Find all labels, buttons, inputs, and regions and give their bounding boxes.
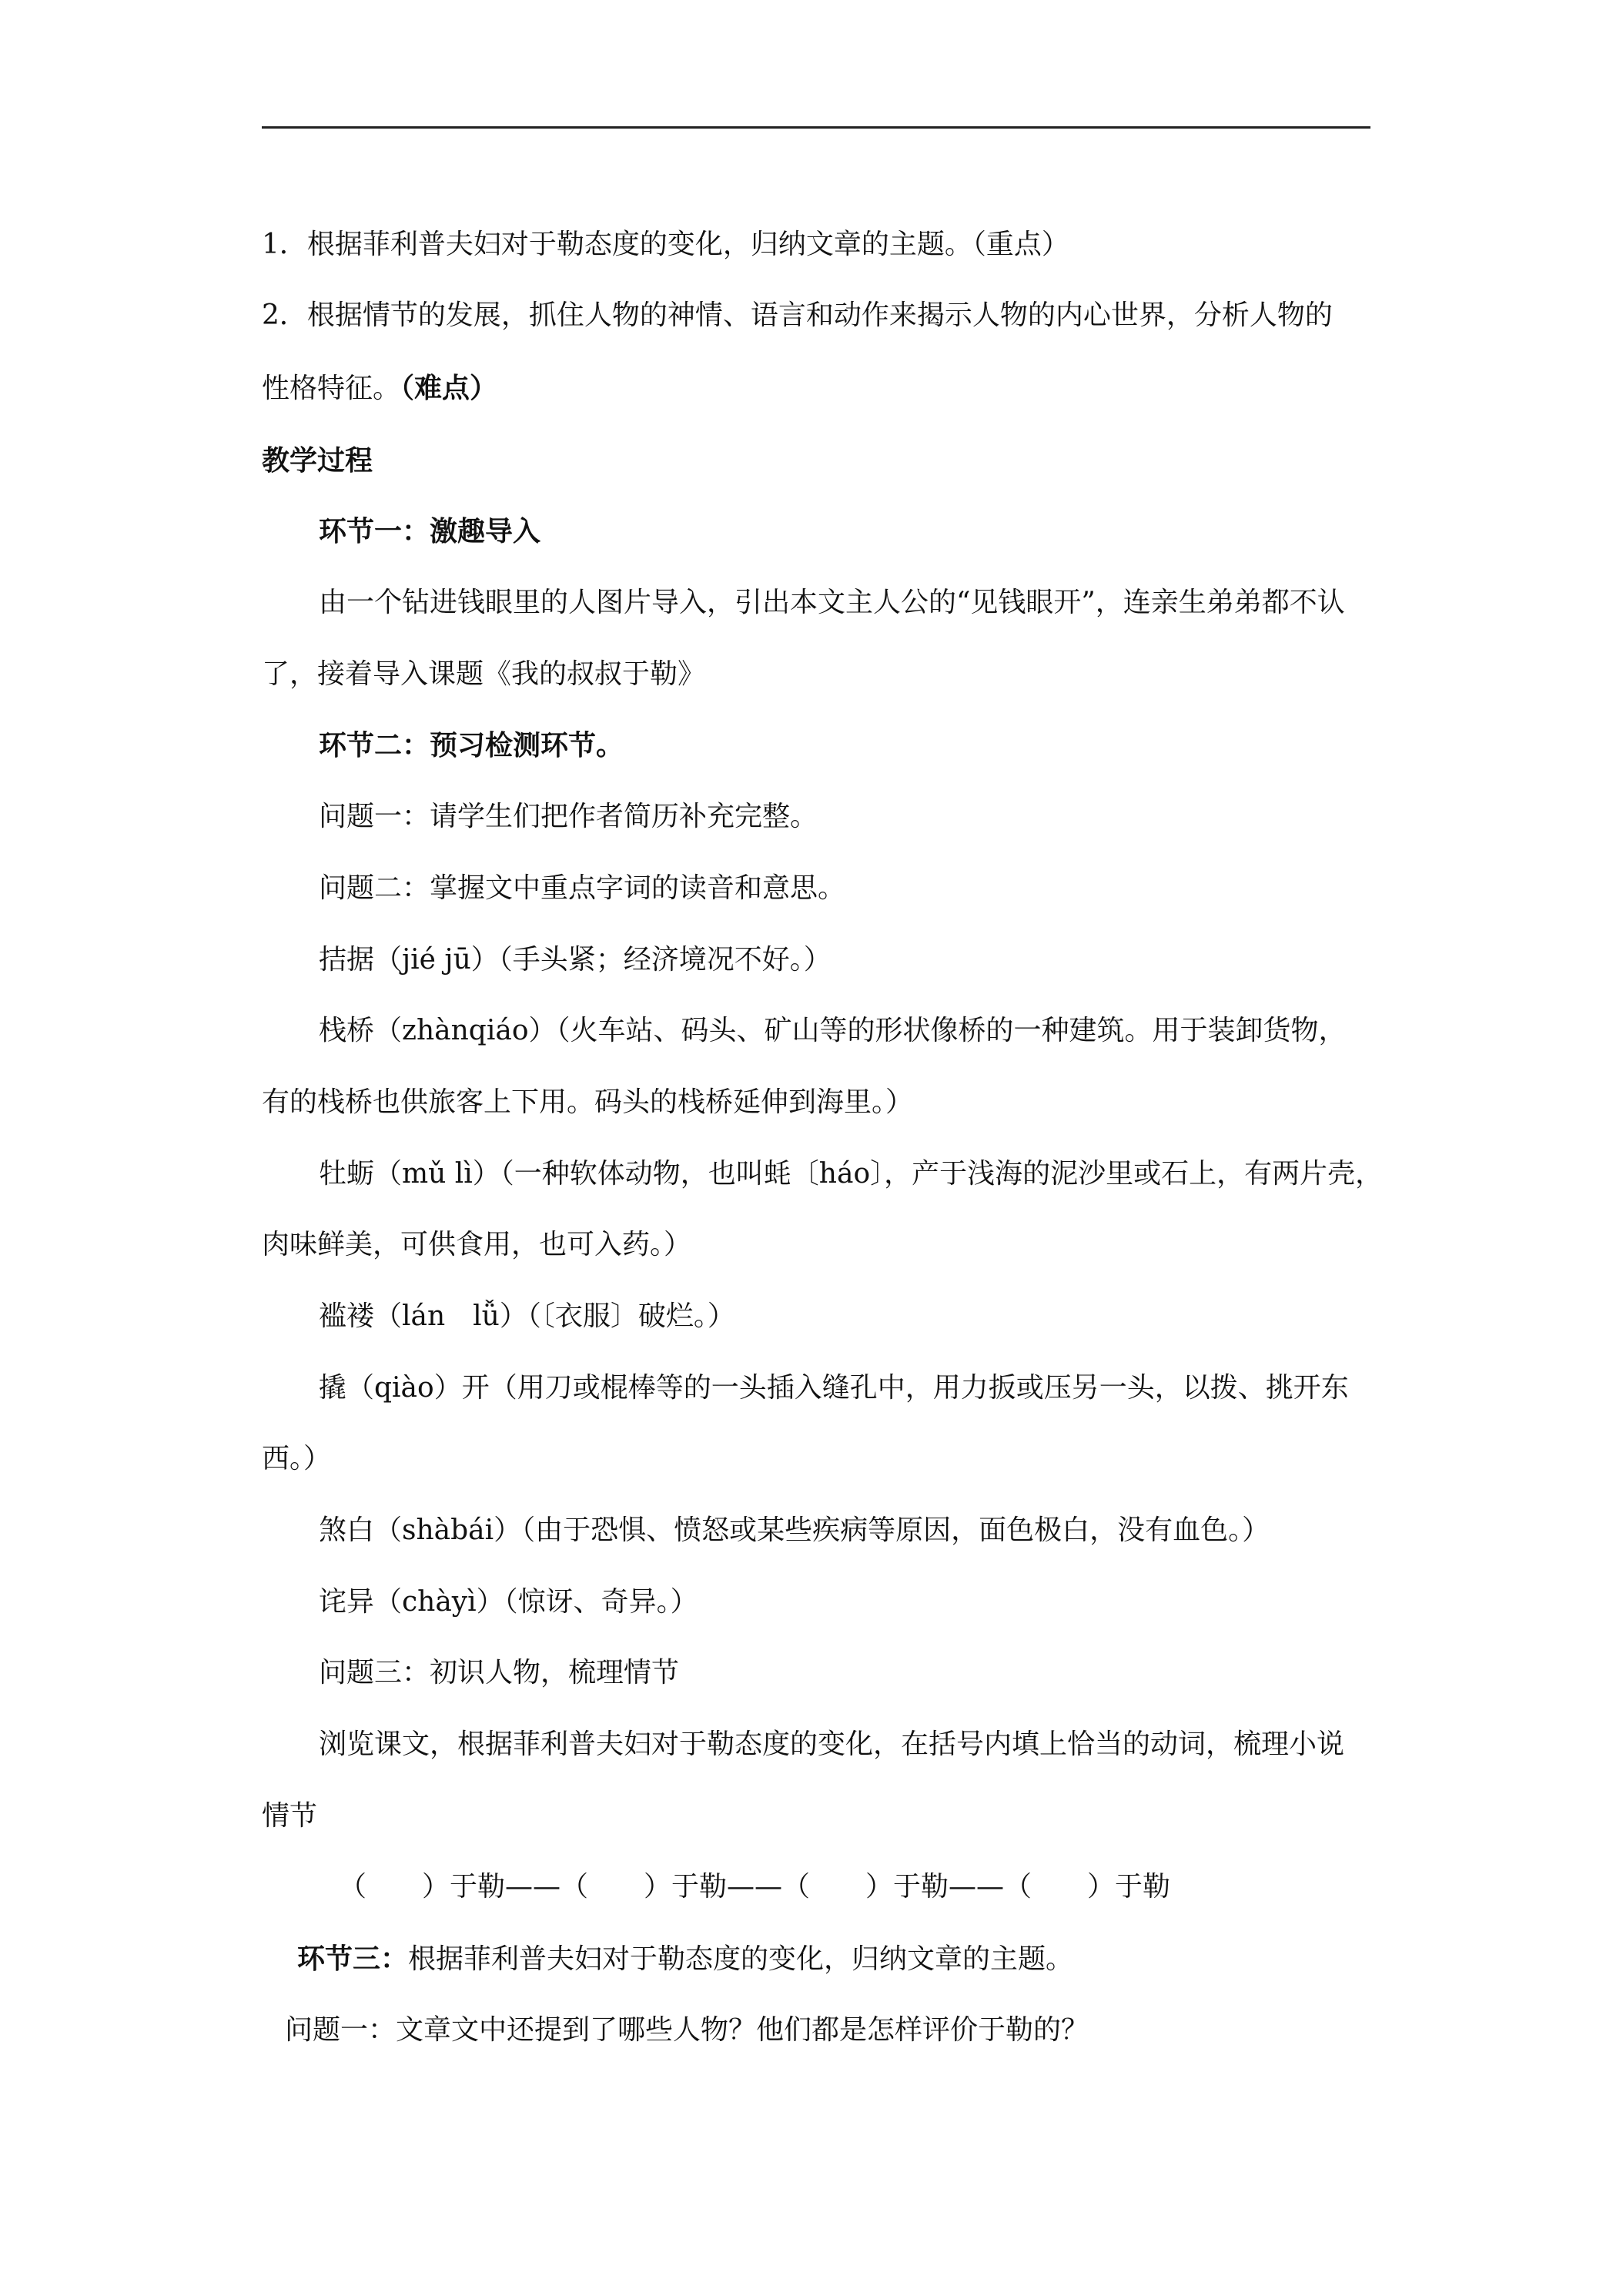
process-heading: 教学过程	[262, 444, 373, 477]
vocab-item-7: 诧异（chàyì）（惊讶、奇异。）	[319, 1586, 698, 1618]
objective-2-text: 性格特征。	[262, 373, 401, 404]
step3-text: 根据菲利普夫妇对于勒态度的变化，归纳文章的主题。	[408, 1943, 1074, 1975]
plot-blanks: （ ）于勒——（ ）于勒——（ ）于勒——（ ）于勒	[339, 1871, 1171, 1903]
vocab-item-6: 煞白（shàbái）（由于恐惧、愤怒或某些疾病等原因，面色极白，没有血色。）	[319, 1514, 1270, 1546]
question-1: 问题一：请学生们把作者简历补充完整。	[319, 801, 818, 832]
difficulty-tag: （难点）	[400, 372, 498, 404]
vocab-item-1: 拮据（jié jū）（手头紧；经济境况不好。）	[319, 944, 832, 976]
step2-heading: 环节二：预习检测环节。	[319, 729, 624, 761]
question-3-text-line2: 情节	[262, 1800, 318, 1832]
vocab-item-3-line1: 牡蛎（mǔ lì）（一种软体动物，也叫蚝〔háo〕，产于浅海的泥沙里或石上，有两片壳，	[319, 1158, 1384, 1190]
question-3: 问题三：初识人物，梳理情节	[319, 1657, 680, 1689]
step3-label: 环节三：	[297, 1943, 409, 1975]
step1-text-line1: 由一个钻进钱眼里的人图片导入，引出本文主人公的“见钱眼开”，连亲生弟弟都不认	[319, 587, 1345, 618]
vocab-item-2-line2: 有的栈桥也供旅客上下用。码头的栈桥延伸到海里。）	[262, 1086, 914, 1118]
objective-2-line1: 2．根据情节的发展，抓住人物的神情、语言和动作来揭示人物的内心世界，分析人物的	[262, 300, 1333, 331]
step1-heading: 环节一：激趣导入	[319, 515, 541, 547]
vocab-item-5-line2: 西。）	[262, 1443, 332, 1474]
step1-text-line2: 了，接着导入课题《我的叔叔于勒》	[262, 658, 706, 690]
question-3-text-line1: 浏览课文，根据菲利普夫妇对于勒态度的变化，在括号内填上恰当的动词，梳理小说	[319, 1729, 1345, 1760]
step3-question-1: 问题一：文章文中还提到了哪些人物？他们都是怎样评价于勒的？	[285, 2014, 1089, 2046]
question-2: 问题二：掌握文中重点字词的读音和意思。	[319, 872, 846, 904]
header-rule	[262, 126, 1370, 129]
vocab-item-5-line1: 撬（qiào）开（用刀或棍棒等的一头插入缝孔中，用力扳或压另一头，以拨、挑开东	[319, 1372, 1349, 1404]
step3-line	[297, 1941, 1073, 1977]
objective-2-line2	[262, 370, 497, 407]
vocab-item-3-line2: 肉味鲜美，可供食用，也可入药。）	[262, 1229, 692, 1260]
vocab-item-4: 褴褛（lán lǚ）（〔衣服〕破烂。）	[319, 1300, 735, 1332]
objective-1: 1．根据菲利普夫妇对于勒态度的变化，归纳文章的主题。（重点）	[262, 229, 1069, 260]
vocab-item-2-line1: 栈桥（zhànqiáo）（火车站、码头、矿山等的形状像桥的一种建筑。用于装卸货物，	[319, 1015, 1347, 1046]
